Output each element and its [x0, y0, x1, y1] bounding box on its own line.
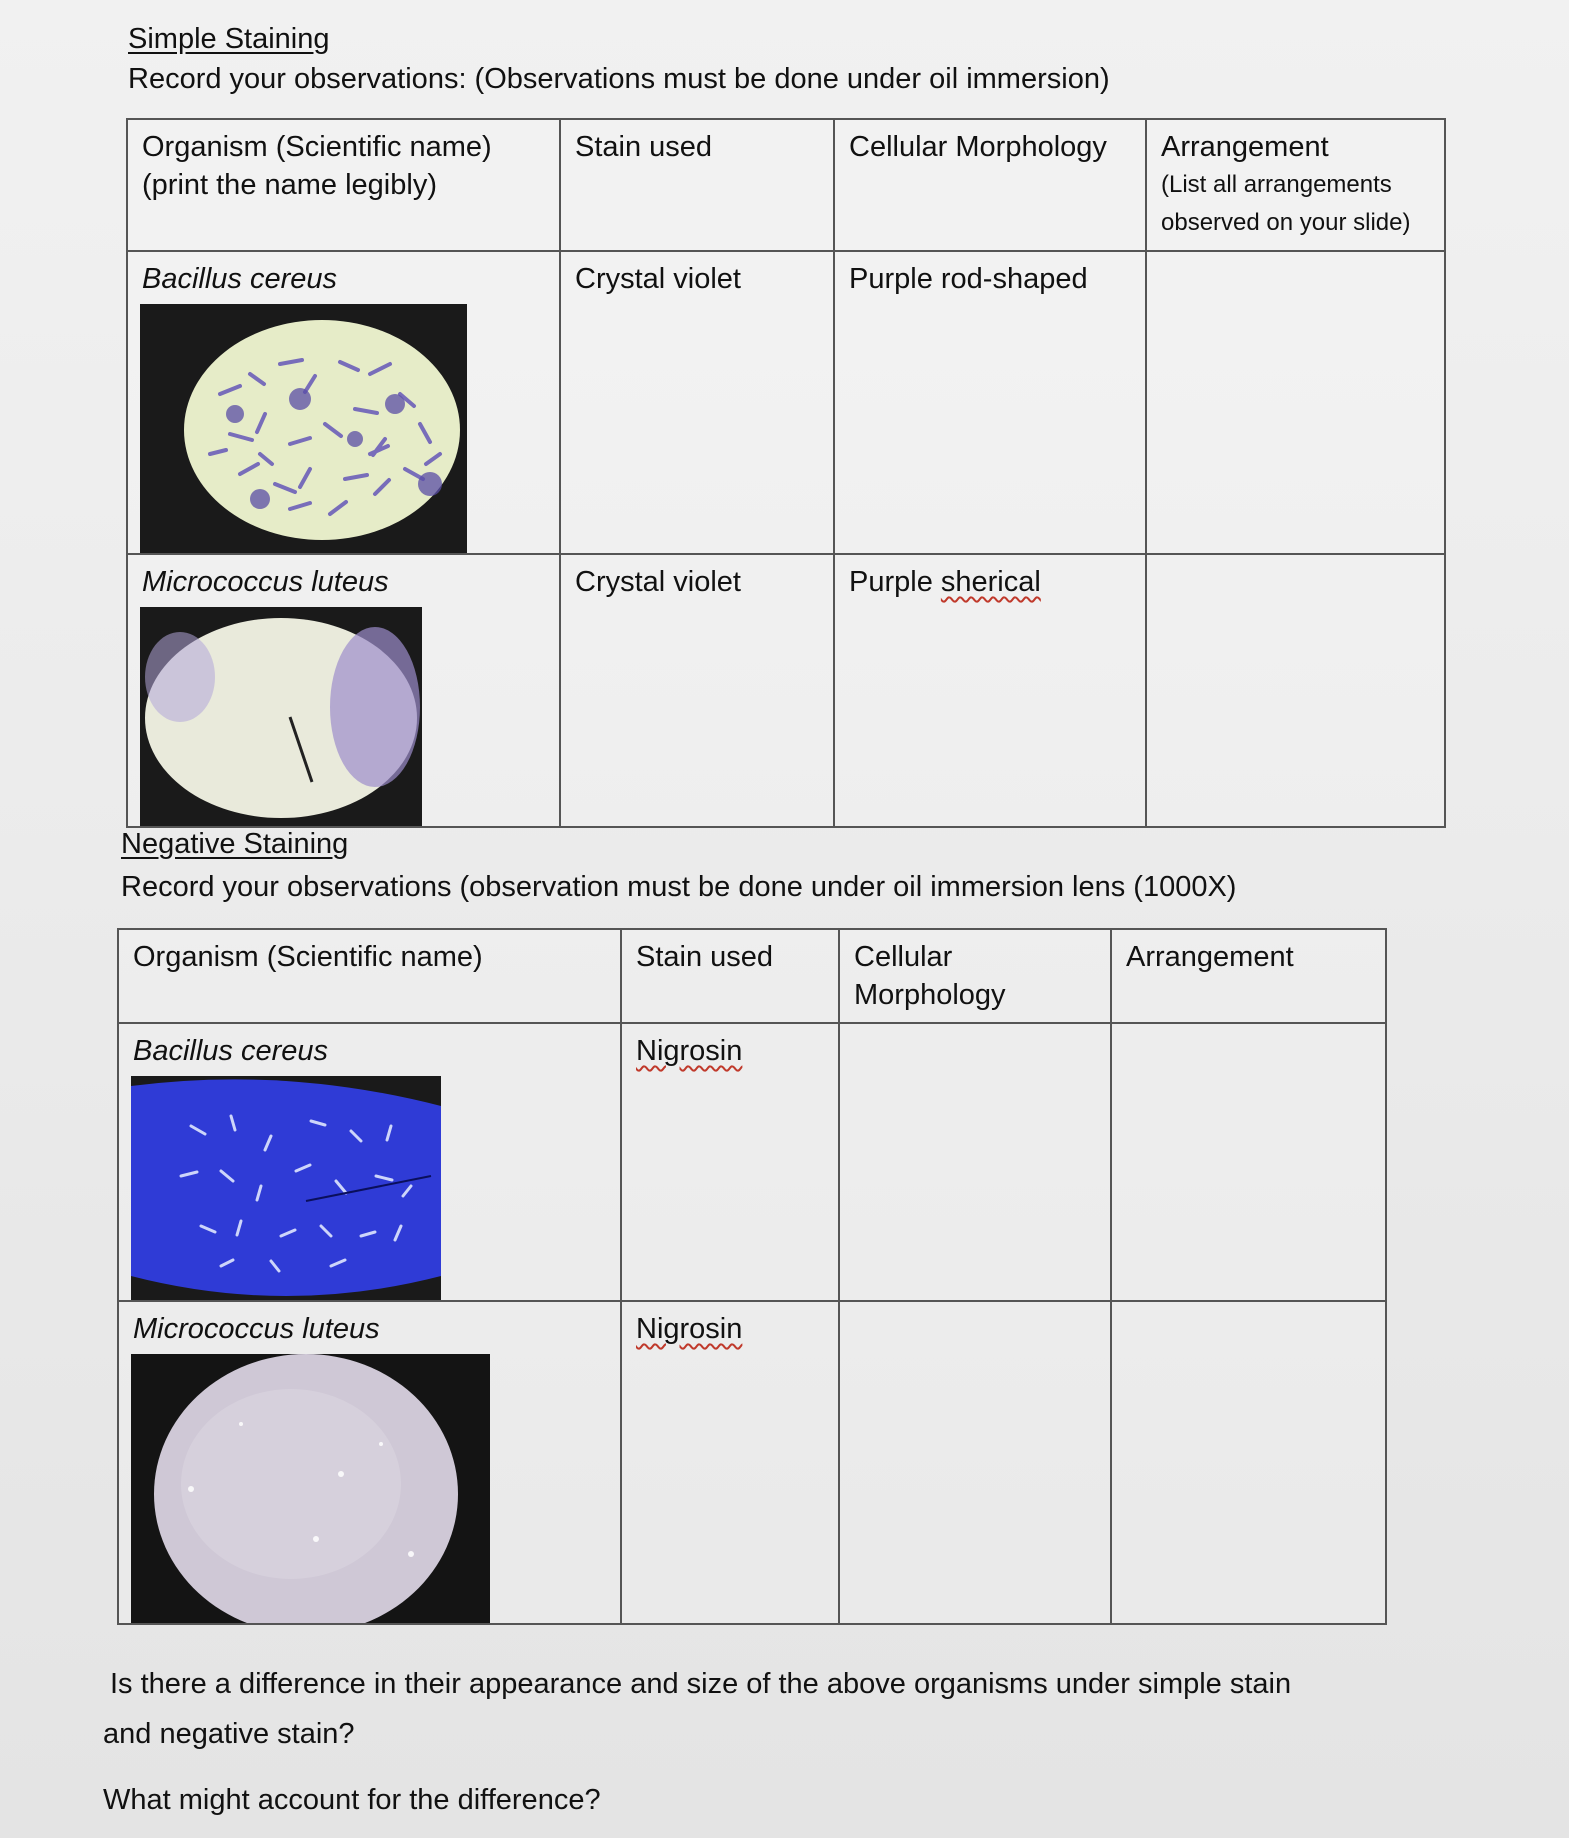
question-difference: Is there a difference in their appearance and size of the above organisms under simple stain and negative stain?	[103, 1668, 1292, 1750]
simple-staining-instruction: Record your observations: (Observations must be done under oil immersion)	[128, 63, 1110, 95]
stain-cell: Nigrosin	[621, 1023, 839, 1301]
micrococcus-nigrosin-micrograph	[131, 1354, 490, 1623]
table-row	[118, 1301, 1386, 1624]
arrangement-cell	[1146, 251, 1445, 554]
stain-cell: Crystal violet	[560, 251, 834, 554]
micrococcus-crystal-violet-micrograph	[140, 607, 422, 826]
table-header-row	[118, 929, 1386, 1023]
negative-staining-table	[117, 928, 1387, 1625]
organism-cell	[127, 554, 560, 827]
header-stain: Stain used	[560, 119, 834, 251]
organism-name: Bacillus cereus	[142, 263, 338, 295]
organism-cell	[127, 251, 560, 554]
header-stain: Stain used	[621, 929, 839, 1023]
negative-staining-title: Negative Staining	[121, 828, 349, 860]
simple-staining-title: Simple Staining	[128, 23, 330, 55]
stain-cell: Nigrosin	[621, 1301, 839, 1624]
arrangement-cell	[1146, 554, 1445, 827]
header-morphology: Cellular Morphology	[834, 119, 1146, 251]
header-arrangement: Arrangement	[1111, 929, 1386, 1023]
morphology-cell: Purple rod-shaped	[834, 251, 1146, 554]
organism-cell	[118, 1301, 621, 1624]
table-header-row	[127, 119, 1445, 251]
morphology-cell	[839, 1023, 1111, 1301]
table-row	[127, 554, 1445, 827]
header-morphology: Cellular Morphology	[839, 929, 1111, 1023]
header-arrangement: Arrangement (List all arrangements observed on your slide)	[1146, 119, 1445, 251]
stain-cell: Crystal violet	[560, 554, 834, 827]
bacillus-crystal-violet-micrograph	[140, 304, 467, 553]
table-row	[127, 251, 1445, 554]
header-organism: Organism (Scientific name) (print the name legibly)	[127, 119, 560, 251]
arrangement-cell	[1111, 1301, 1386, 1624]
question-account: What might account for the difference?	[103, 1784, 601, 1816]
organism-cell	[118, 1023, 621, 1301]
morphology-cell: Purple sherical	[834, 554, 1146, 827]
organism-name: Micrococcus luteus	[142, 566, 389, 598]
organism-name: Micrococcus luteus	[133, 1313, 380, 1345]
organism-name: Bacillus cereus	[133, 1035, 329, 1067]
negative-staining-instruction: Record your observations (observation must be done under oil immersion lens (1000X)	[121, 871, 1237, 903]
bacillus-nigrosin-micrograph	[131, 1076, 441, 1300]
header-organism: Organism (Scientific name)	[118, 929, 621, 1023]
morphology-cell	[839, 1301, 1111, 1624]
arrangement-cell	[1111, 1023, 1386, 1301]
table-row	[118, 1023, 1386, 1301]
simple-staining-table	[126, 118, 1446, 828]
